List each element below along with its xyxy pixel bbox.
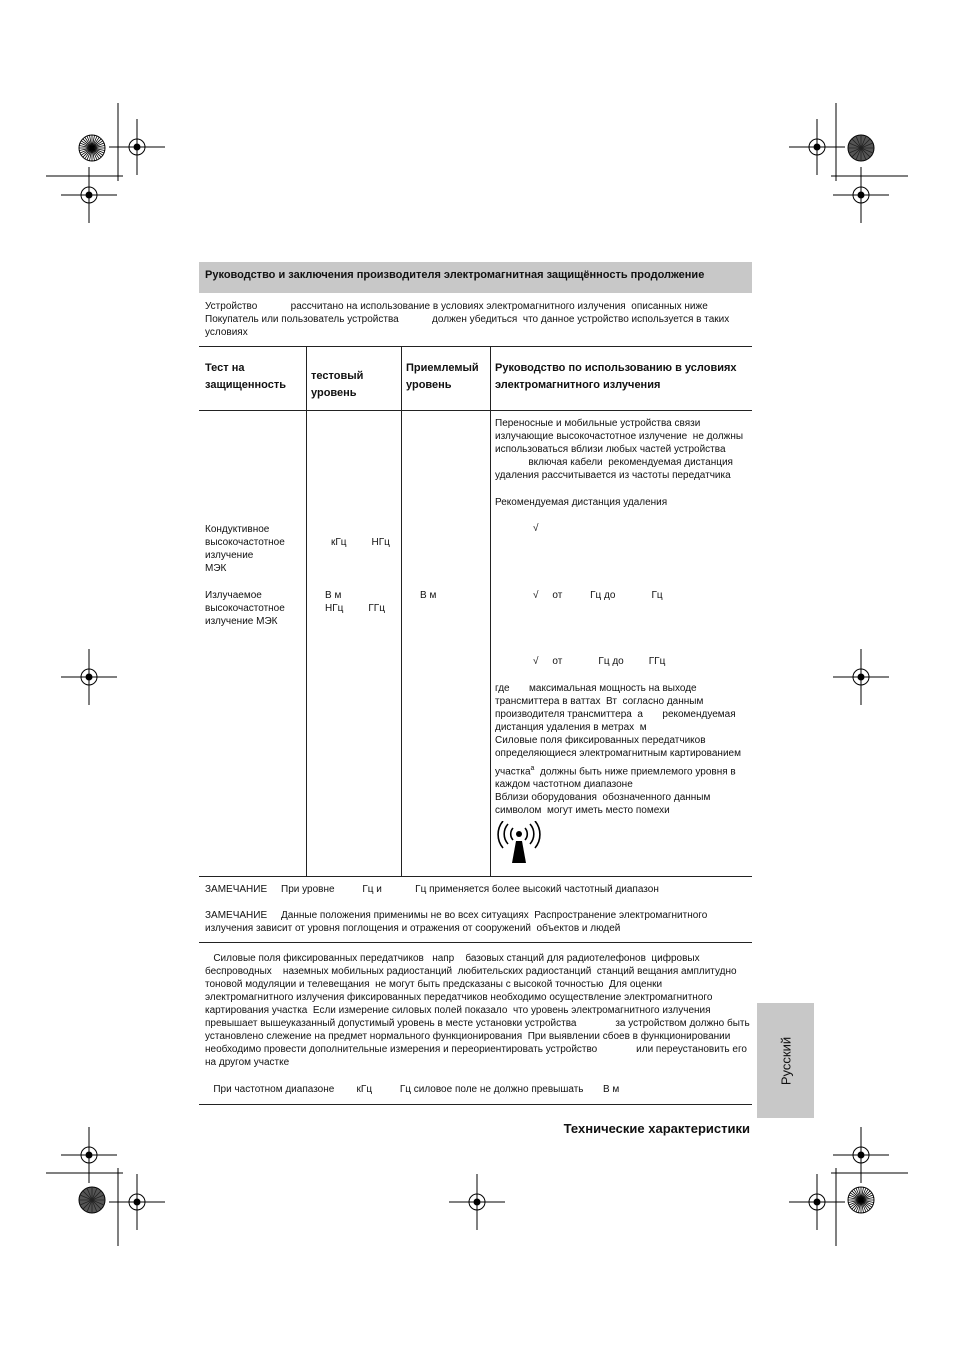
column-header-compliance-level: Приемлемый уровень <box>406 362 479 391</box>
footnote-b: При частотном диапазоне кГц Гц силовое поле не должно превышать В м <box>205 1084 620 1095</box>
footnote-a: Силовые поля фиксированных передатчиков напр базовых станций для радиотелефонов цифровых беспроводных наземных мобильных радиостанций любительских радиостанций станций вещания амплитудно тоновой модуляции и телевещания не могут быть предсказаны с высокой точностью Для оценки электромагнитного излучения фиксированных передатчиков необходимо осуществление электромагнитного картирования участка Если измерение силовых полей показало что уровень электромагнитного излучения превышает вышеуказанный допустимый уровень в месте установки устройства за устройством должно быть установлено слежение на предмет нормального функционирования При выявлении сбоев в функционировании необходимо провести дополнительные измерения и переориентировать устройство или переустановить его на другом участке <box>205 953 750 1068</box>
formula-line-1: √ <box>533 523 539 534</box>
note-1: ЗАМЕЧАНИЕ При уровне Гц и Гц применяется более высокий частотный диапазон <box>205 884 659 895</box>
column-header-guidance: Руководство по использованию в условиях электромагнитного излучения <box>495 362 737 391</box>
table-header-rule <box>199 410 752 411</box>
footnote-marker-a: a <box>530 765 535 772</box>
guidance-paragraph-3: где максимальная мощность на выходе трансмиттера в ваттах Вт согласно данным производителя трансмиттера а рекомендуемая дистанция удаления в метрах м Силовые поля фиксированных передатчиков определяющиеся электромагнитным картированием участка$^a$ должны быть ниже приемлемого уровня в каждом частотном диапазоне Вблизи оборудования обозначенного данным символом могут иметь место помехи <box>495 682 750 817</box>
radiated-compliance-level: В м <box>420 590 437 601</box>
radiated-test-level: В м <box>325 590 342 601</box>
table-col-divider <box>401 346 402 876</box>
notes-rule <box>199 942 752 943</box>
row-label-radiated-rf: Излучаемое высокочастотное излучение МЭК <box>205 590 285 627</box>
formula-line-3: √ от Гц до ГГц <box>533 656 666 667</box>
intro-line: Устройство рассчитано на использование в условиях электромагнитного излучения описанных ниже <box>205 301 708 312</box>
note-2: ЗАМЕЧАНИЕ Данные положения применимы не во всех ситуациях Распространение электромагнитного излучения зависит от уровня поглощения и отражения от сооружений объектов и людей <box>205 910 708 934</box>
conducted-test-level: кГц НГц <box>331 537 390 548</box>
intro-line: Покупатель или пользователь устройства должен убедиться что данное устройство используется в таких <box>205 314 730 325</box>
non-ionizing-radiation-icon <box>496 821 542 865</box>
page-section-title: Технические характеристики <box>563 1121 750 1136</box>
table-col-divider <box>306 346 307 876</box>
page-bottom-rule <box>199 1104 752 1105</box>
radiated-test-range: НГц ГГц <box>325 603 385 614</box>
guidance-distance-label: Рекомендуемая дистанция удаления <box>495 497 668 508</box>
row-label-conducted-rf: Кондуктивное высокочастотное излучение МЭК <box>205 524 285 574</box>
intro-line: условиях <box>205 327 248 338</box>
table-top-rule <box>199 346 752 347</box>
language-tab <box>757 1003 814 1118</box>
intro-text <box>205 300 750 339</box>
section-title: Руководство и заключения производителя электромагнитная защищённость продолжение <box>205 269 705 281</box>
section-header <box>199 262 752 293</box>
guidance-paragraph-1: Переносные и мобильные устройства связи излучающие высокочастотное излучение не должны использоваться вблизи любых частей устройства включая кабели рекомендуемая дистанция удаления рассчитывается из частоты передатчика <box>495 418 744 481</box>
language-tab-label: Русский <box>778 1036 793 1085</box>
table-col-divider <box>490 346 491 876</box>
formula-line-2: √ от Гц до Гц <box>533 590 663 601</box>
table-bottom-rule <box>199 876 752 877</box>
column-header-test-level: тестовый уровень <box>311 370 364 399</box>
column-header-test: Тест на защищенность <box>205 362 287 391</box>
footnote-ref-line: участка$^a$ должны быть ниже приемлемого уровня в <box>495 765 736 778</box>
